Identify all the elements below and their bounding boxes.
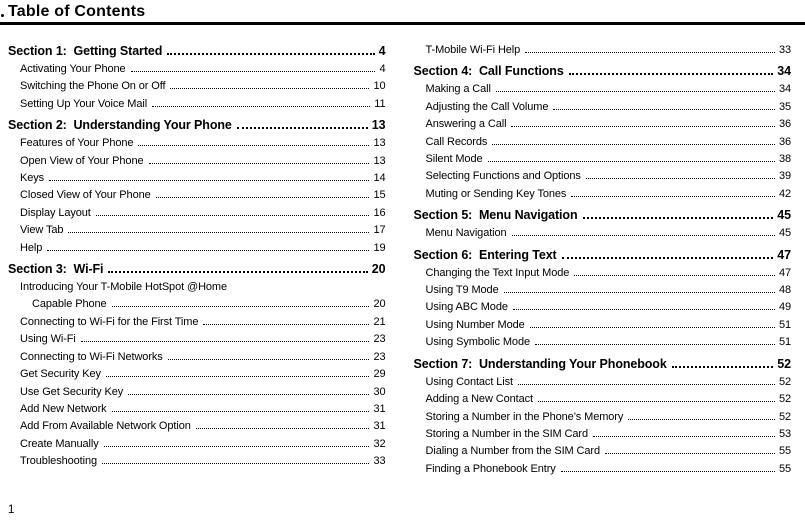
- toc-entry-label: Display Layout: [20, 206, 91, 219]
- toc-entry-page: 13: [373, 137, 386, 150]
- toc-item-entry: [414, 426, 792, 443]
- dot-leader: [504, 292, 775, 293]
- dot-leader: [152, 106, 370, 107]
- toc-entry-label: Section 1: Getting Started: [8, 44, 163, 58]
- toc-entry-label: Using Number Mode: [425, 318, 525, 331]
- page-title: Table of Contents: [8, 3, 146, 20]
- toc-item-entry: [414, 225, 792, 242]
- toc-entry-label: Setting Up Your Voice Mail: [20, 97, 148, 110]
- toc-item-entry: [414, 168, 792, 185]
- toc-item-entry: [414, 99, 792, 116]
- toc-item-entry: [414, 42, 792, 59]
- toc-item-entry: [414, 443, 792, 460]
- toc-entry-page: 48: [778, 284, 791, 297]
- toc-entry-label: Menu Navigation: [425, 227, 507, 240]
- toc-section-entry: [414, 246, 792, 265]
- toc-entry-label: Introducing Your T-Mobile HotSpot @Home: [20, 281, 228, 294]
- dot-leader: [569, 73, 774, 75]
- toc-entry-page: 52: [778, 393, 791, 406]
- toc-entry-label: Selecting Functions and Options: [425, 170, 581, 183]
- toc-entry-label: Call Records: [425, 135, 488, 148]
- toc-entry-page: 51: [778, 318, 791, 331]
- toc-entry-label: Connecting to Wi-Fi Networks: [20, 350, 163, 363]
- toc-entry-label: Changing the Text Input Mode: [425, 266, 570, 279]
- toc-entry-page: 11: [374, 97, 386, 110]
- toc-entry-label: Add From Available Network Option: [20, 420, 191, 433]
- page-number: 1: [8, 504, 15, 516]
- toc-item-entry: [414, 282, 792, 299]
- toc-entry-page: 20: [373, 298, 386, 311]
- toc-entry-page: 17: [373, 224, 386, 237]
- dot-leader: [512, 235, 775, 236]
- toc-section-entry: [8, 260, 386, 279]
- toc-entry-label: Get Security Key: [20, 368, 101, 381]
- dot-leader: [530, 327, 775, 328]
- toc-item-entry: [8, 61, 386, 78]
- toc-item-entry: [8, 78, 386, 95]
- toc-entry-label: Dialing a Number from the SIM Card: [425, 445, 600, 458]
- toc-entry-label: View Tab: [20, 224, 64, 237]
- toc-entry-label: Capable Phone: [32, 298, 107, 311]
- toc-entry-label: Closed View of Your Phone: [20, 189, 151, 202]
- toc-entry-page: 13: [371, 118, 386, 133]
- dot-leader: [538, 401, 775, 402]
- toc-entry-label: Using Wi-Fi: [20, 333, 76, 346]
- toc-item-entry: [8, 170, 386, 187]
- toc-section-entry: [8, 42, 386, 61]
- dot-leader: [149, 163, 370, 164]
- toc-entry-page: 21: [373, 315, 386, 328]
- toc-entry-label: Open View of Your Phone: [20, 154, 144, 167]
- toc-entry-label: Section 6: Entering Text: [413, 247, 557, 262]
- dot-leader: [672, 366, 774, 368]
- toc-item-entry: [8, 222, 386, 239]
- title-rule: [0, 22, 805, 25]
- toc-item-entry: [8, 96, 386, 113]
- dot-leader: [112, 306, 370, 307]
- toc-entry-page: 42: [778, 187, 791, 200]
- dot-leader: [81, 341, 370, 342]
- toc-entry-page: 34: [777, 64, 791, 79]
- toc-entry-page: 31: [373, 402, 386, 415]
- toc-entry-page: 33: [373, 455, 386, 468]
- dot-leader: [108, 271, 367, 273]
- dot-leader: [47, 250, 369, 251]
- toc-section-entry: [414, 206, 792, 225]
- toc-entry-page: 53: [778, 427, 791, 440]
- dot-leader: [535, 344, 775, 345]
- dot-leader: [518, 384, 775, 385]
- toc-item-entry: [414, 116, 792, 133]
- toc-entry-page: 51: [778, 336, 791, 349]
- dot-leader: [131, 71, 376, 72]
- toc-column-left: [8, 42, 386, 478]
- toc-columns: [0, 40, 805, 478]
- dot-leader: [492, 144, 775, 145]
- toc-section-entry: [414, 355, 792, 374]
- toc-entry-label: Silent Mode: [425, 153, 483, 166]
- toc-entry-label: Section 7: Understanding Your Phonebook: [413, 356, 667, 371]
- dot-leader: [511, 126, 775, 127]
- dot-leader: [156, 197, 370, 198]
- toc-entry-page: 20: [371, 262, 386, 277]
- dot-leader: [605, 453, 775, 454]
- toc-entry-page: 15: [373, 189, 386, 202]
- dot-leader: [112, 411, 370, 412]
- toc-entry-page: 47: [777, 247, 791, 262]
- dot-leader: [574, 275, 775, 276]
- toc-entry-page: 34: [778, 83, 791, 96]
- toc-item-entry: [414, 151, 792, 168]
- toc-entry-page: 13: [373, 154, 386, 167]
- toc-item-entry: [414, 461, 792, 478]
- toc-item-entry: [414, 81, 792, 98]
- toc-entry-label: Switching the Phone On or Off: [20, 80, 166, 93]
- toc-entry-page: 29: [373, 368, 386, 381]
- toc-item-entry: [8, 418, 386, 435]
- toc-entry-page: 14: [373, 172, 386, 185]
- toc-item-entry: [8, 384, 386, 401]
- toc-item-entry: [8, 314, 386, 331]
- toc-item-entry: [8, 205, 386, 222]
- toc-entry-page: 30: [373, 385, 386, 398]
- toc-entry-label: Storing a Number in the SIM Card: [425, 427, 588, 440]
- toc-entry-page: 45: [778, 227, 791, 240]
- toc-entry-page: 4: [378, 44, 386, 58]
- dot-leader: [488, 161, 775, 162]
- dot-leader: [562, 257, 774, 259]
- toc-item-entry: [414, 409, 792, 426]
- toc-item-entry: [414, 134, 792, 151]
- toc-item-entry: [8, 135, 386, 152]
- dot-leader: [196, 428, 370, 429]
- toc-entry-page: 36: [778, 118, 791, 131]
- toc-item-entry: [414, 299, 792, 316]
- dot-leader: [96, 215, 370, 216]
- toc-entry-label: Help: [20, 241, 43, 254]
- dot-leader: [167, 53, 374, 55]
- toc-entry-label: Section 5: Menu Navigation: [413, 208, 578, 223]
- toc-entry-page: 38: [778, 153, 791, 166]
- toc-entry-label: Using Symbolic Mode: [425, 336, 530, 349]
- toc-column-right: [414, 42, 792, 478]
- toc-entry-label: Muting or Sending Key Tones: [425, 187, 567, 200]
- toc-item-entry: [8, 453, 386, 470]
- toc-entry-label: Section 3: Wi-Fi: [8, 262, 104, 277]
- toc-entry-label: Using ABC Mode: [425, 301, 508, 314]
- toc-entry-label: Section 2: Understanding Your Phone: [8, 118, 232, 133]
- toc-entry-page: 10: [373, 80, 386, 93]
- dot-leader: [68, 232, 369, 233]
- toc-item-entry: [414, 391, 792, 408]
- toc-entry-page: 23: [373, 350, 386, 363]
- toc-item-entry: [8, 436, 386, 453]
- dot-leader: [571, 196, 775, 197]
- toc-item-entry: [8, 366, 386, 383]
- toc-entry-label: Create Manually: [20, 437, 99, 450]
- toc-entry-page: 52: [778, 410, 791, 423]
- dot-leader: [102, 463, 369, 464]
- toc-section-entry: [414, 62, 792, 81]
- toc-entry-page: 19: [373, 241, 386, 254]
- toc-entry-label: Finding a Phonebook Entry: [425, 462, 556, 475]
- toc-entry-page: 23: [373, 333, 386, 346]
- dot-leader: [583, 217, 774, 219]
- dot-leader: [104, 446, 370, 447]
- toc-entry-label: Answering a Call: [425, 118, 507, 131]
- dot-leader: [586, 178, 775, 179]
- dot-leader: [628, 419, 775, 420]
- toc-item-entry: [8, 401, 386, 418]
- dot-leader: [106, 376, 370, 377]
- dot-leader: [168, 359, 370, 360]
- toc-entry-label: Add New Network: [20, 402, 107, 415]
- toc-item-entry: [8, 296, 386, 313]
- toc-item-entry: [414, 186, 792, 203]
- dot-leader: [561, 471, 775, 472]
- toc-entry-page: 55: [778, 462, 791, 475]
- toc-entry-label: Adding a New Contact: [425, 393, 533, 406]
- toc-item-entry: [414, 334, 792, 351]
- toc-entry-label: Using Contact List: [425, 375, 513, 388]
- dot-leader: [593, 436, 775, 437]
- toc-section-entry: [8, 116, 386, 135]
- toc-entry-page: 33: [778, 44, 791, 56]
- toc-entry-label: Activating Your Phone: [20, 63, 126, 75]
- dot-leader: [525, 52, 775, 53]
- toc-entry-page: 39: [778, 170, 791, 183]
- margin-artifact-dot: [1, 14, 4, 17]
- toc-entry-label: Adjusting the Call Volume: [425, 100, 549, 113]
- page-header: [0, 0, 805, 40]
- toc-entry-page: 16: [373, 206, 386, 219]
- toc-entry-label: Keys: [20, 172, 45, 185]
- toc-entry-label: Storing a Number in the Phone’s Memory: [425, 410, 624, 423]
- toc-entry-page: 35: [778, 100, 791, 113]
- dot-leader: [237, 127, 368, 129]
- dot-leader: [553, 109, 775, 110]
- toc-entry-page: 49: [778, 301, 791, 314]
- toc-item-entry: [8, 187, 386, 204]
- toc-entry-label: Troubleshooting: [20, 455, 97, 468]
- toc-item-entry: [414, 265, 792, 282]
- toc-entry-page: 45: [777, 208, 791, 223]
- toc-entry-page: 4: [379, 63, 386, 75]
- toc-entry-label: Use Get Security Key: [20, 385, 124, 398]
- toc-item-entry: [8, 240, 386, 257]
- toc-entry-label: Section 4: Call Functions: [413, 64, 564, 79]
- toc-entry-page: 55: [778, 445, 791, 458]
- dot-leader: [203, 324, 369, 325]
- toc-entry-page: 36: [778, 135, 791, 148]
- toc-item-entry: [414, 374, 792, 391]
- toc-item-entry: [8, 349, 386, 366]
- toc-item-entry-line1: [8, 279, 386, 296]
- dot-leader: [49, 180, 369, 181]
- toc-entry-label: Features of Your Phone: [20, 137, 134, 150]
- dot-leader: [138, 145, 369, 146]
- toc-entry-page: 52: [778, 375, 791, 388]
- dot-leader: [170, 88, 369, 89]
- toc-entry-page: 31: [373, 420, 386, 433]
- dot-leader: [496, 91, 775, 92]
- toc-entry-page: 52: [777, 356, 791, 371]
- dot-leader: [513, 309, 775, 310]
- toc-entry-label: Making a Call: [425, 83, 491, 96]
- toc-item-entry: [414, 317, 792, 334]
- toc-entry-page: 32: [373, 437, 386, 450]
- toc-item-entry: [8, 331, 386, 348]
- toc-item-entry: [8, 153, 386, 170]
- toc-entry-label: Using T9 Mode: [425, 284, 499, 297]
- dot-leader: [128, 394, 369, 395]
- toc-entry-label: Connecting to Wi-Fi for the First Time: [20, 315, 199, 328]
- toc-entry-label: T-Mobile Wi-Fi Help: [425, 44, 521, 56]
- toc-entry-page: 47: [778, 266, 791, 279]
